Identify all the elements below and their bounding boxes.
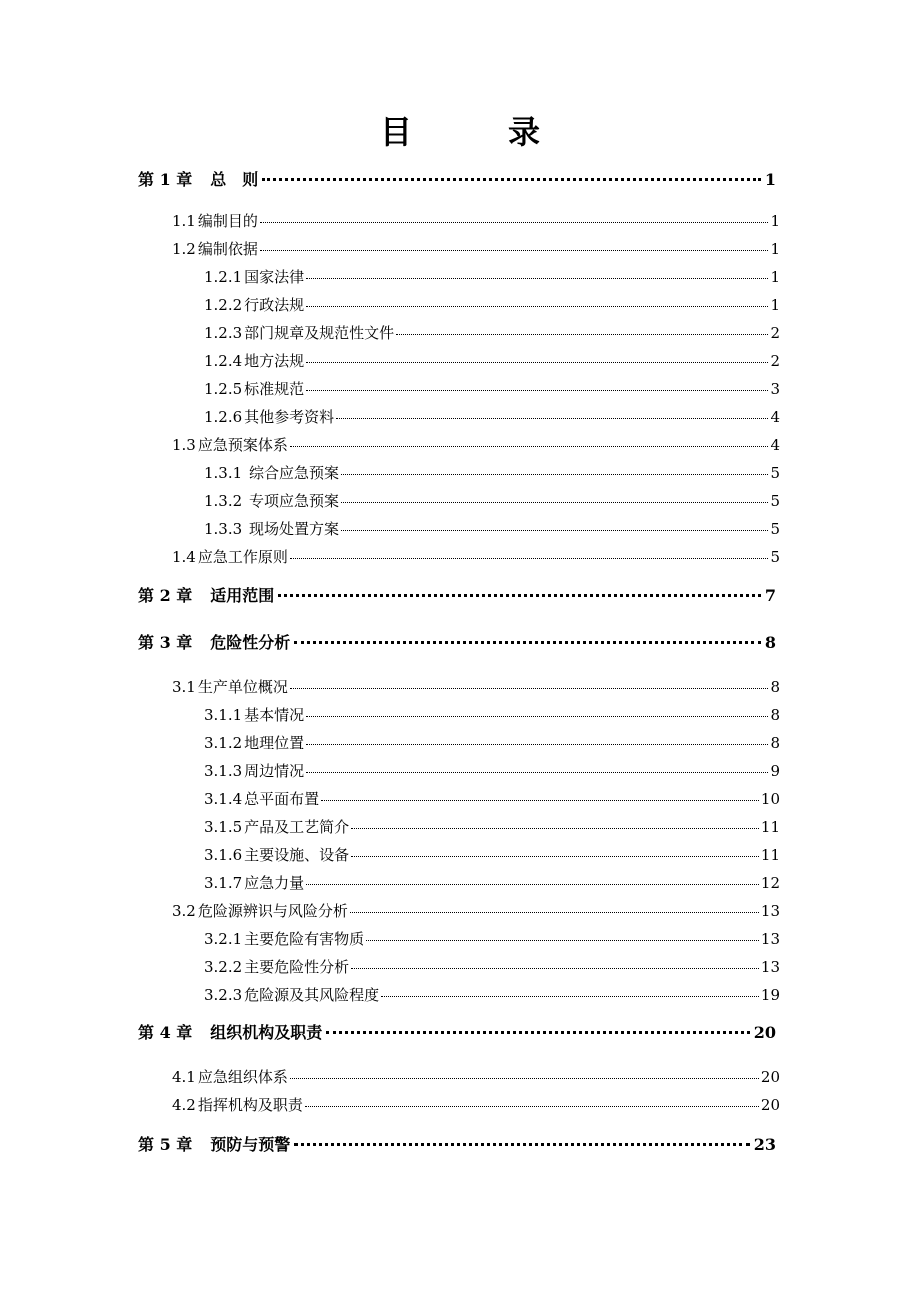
toc-entry-number: 1.3.3	[204, 520, 243, 538]
toc-section-entry[interactable]	[172, 210, 780, 232]
toc-dot-leader	[306, 771, 768, 773]
toc-section-entry[interactable]	[172, 900, 780, 922]
toc-page-number: 13	[760, 958, 780, 976]
toc-entry-number: 3.2.1	[204, 930, 243, 948]
page-title: 目 录	[379, 113, 572, 151]
toc-chapter-entry[interactable]	[138, 1133, 776, 1157]
toc-entry-title: 主要危险有害物质	[244, 930, 365, 948]
toc-entry-number: 第 1 章	[138, 170, 193, 189]
toc-entry-label	[172, 1066, 288, 1088]
toc-dot-leader	[341, 473, 769, 475]
toc-page-number: 5	[770, 464, 780, 482]
toc-entry-label	[204, 816, 349, 838]
toc-page-number: 19	[760, 986, 780, 1004]
toc-section-entry[interactable]	[204, 322, 780, 344]
toc-entry-title: 行政法规	[244, 296, 305, 314]
toc-entry-number: 3.2.3	[204, 986, 243, 1004]
toc-page-number: 9	[770, 762, 780, 780]
toc-page-number: 8	[764, 633, 776, 652]
toc-dot-leader	[294, 640, 761, 644]
toc-section-entry[interactable]	[204, 928, 780, 950]
toc-entry-title: 生产单位概况	[197, 678, 288, 696]
toc-entry-title: 国家法律	[244, 268, 305, 286]
toc-page-number: 2	[770, 324, 780, 342]
toc-page-number: 8	[770, 734, 780, 752]
toc-entry-title: 适用范围	[210, 586, 275, 605]
toc-section-entry[interactable]	[172, 676, 780, 698]
toc-page-number: 13	[760, 930, 780, 948]
toc-entry-title: 编制依据	[197, 240, 258, 258]
toc-section-entry[interactable]	[204, 294, 780, 316]
toc-entry-title: 主要设施、设备	[244, 846, 350, 864]
toc-entry-title: 部门规章及规范性文件	[244, 324, 395, 342]
toc-entry-number: 3.1.1	[204, 706, 243, 724]
toc-entry-label	[204, 956, 349, 978]
toc-dot-leader	[341, 529, 769, 531]
toc-entry-label	[172, 676, 288, 698]
toc-entry-title: 应急力量	[244, 874, 305, 892]
toc-entry-number: 3.1.5	[204, 818, 243, 836]
toc-chapter-entry[interactable]	[138, 584, 776, 608]
toc-page-number: 7	[764, 586, 776, 605]
toc-page-number: 10	[760, 790, 780, 808]
toc-entry-label	[204, 490, 339, 512]
toc-section-entry[interactable]	[204, 490, 780, 512]
toc-entry-label	[204, 266, 304, 288]
toc-page-number: 1	[770, 296, 780, 314]
toc-page-number: 20	[760, 1096, 780, 1114]
toc-chapter-entry[interactable]	[138, 168, 776, 192]
toc-entry-label	[204, 406, 334, 428]
toc-dot-leader	[290, 557, 769, 559]
toc-entry-number: 1.2.3	[204, 324, 243, 342]
toc-page-number: 11	[760, 846, 780, 864]
toc-dot-leader	[306, 715, 768, 717]
toc-dot-leader	[396, 333, 768, 335]
toc-page-number: 4	[770, 436, 780, 454]
toc-entry-number: 1.3.1	[204, 464, 243, 482]
toc-dot-leader	[351, 855, 759, 857]
toc-entry-title: 现场处置方案	[244, 520, 339, 538]
toc-dot-leader	[294, 1142, 749, 1146]
toc-dot-leader	[290, 445, 769, 447]
toc-entry-title: 专项应急预案	[244, 492, 339, 510]
toc-dot-leader	[321, 799, 759, 801]
toc-entry-title: 基本情况	[244, 706, 305, 724]
toc-entry-number: 第 5 章	[138, 1135, 193, 1154]
toc-entry-label	[204, 704, 304, 726]
toc-entry-label	[204, 378, 304, 400]
toc-dot-leader	[336, 417, 768, 419]
toc-dot-leader	[350, 911, 759, 913]
toc-entry-label	[204, 788, 319, 810]
toc-entry-number: 3.1.4	[204, 790, 243, 808]
toc-entry-number: 第 4 章	[138, 1023, 193, 1042]
toc-page-number: 5	[770, 520, 780, 538]
toc-page-number: 12	[760, 874, 780, 892]
toc-page-number: 1	[770, 268, 780, 286]
toc-entry-number: 1.2	[172, 240, 196, 258]
toc-entry-label	[172, 238, 258, 260]
toc-entry-title: 预防与预警	[210, 1135, 291, 1154]
toc-page-number: 20	[753, 1023, 776, 1042]
toc-entry-label	[138, 1021, 322, 1045]
toc-entry-label	[204, 760, 304, 782]
toc-page-number: 20	[760, 1068, 780, 1086]
toc-dot-leader	[306, 743, 768, 745]
toc-section-entry[interactable]	[204, 844, 780, 866]
toc-entry-label	[204, 294, 304, 316]
toc-section-entry[interactable]	[204, 266, 780, 288]
toc-entry-title: 地方法规	[244, 352, 305, 370]
toc-page-number: 4	[770, 408, 780, 426]
toc-entry-title: 地理位置	[244, 734, 305, 752]
toc-entry-number: 第 3 章	[138, 633, 193, 652]
toc-section-entry[interactable]	[204, 760, 780, 782]
toc-entry-label	[138, 168, 258, 192]
toc-entry-number: 1.2.6	[204, 408, 243, 426]
toc-entry-title: 应急工作原则	[197, 548, 288, 566]
toc-entry-title: 危险性分析	[210, 633, 291, 652]
toc-dot-leader	[290, 1077, 759, 1079]
toc-section-entry[interactable]	[172, 1094, 780, 1116]
toc-dot-leader	[260, 221, 769, 223]
toc-page-number: 13	[760, 902, 780, 920]
toc-page-number: 1	[770, 240, 780, 258]
toc-page-number: 3	[770, 380, 780, 398]
toc-section-entry[interactable]	[204, 732, 780, 754]
toc-dot-leader	[351, 967, 759, 969]
toc-entry-number: 3.1.2	[204, 734, 243, 752]
toc-entry-number: 1.4	[172, 548, 196, 566]
toc-entry-label	[204, 350, 304, 372]
toc-dot-leader	[306, 883, 759, 885]
toc-dot-leader	[366, 939, 759, 941]
toc-entry-label	[138, 584, 274, 608]
toc-chapter-entry[interactable]	[138, 1021, 776, 1045]
toc-entry-number: 3.1.6	[204, 846, 243, 864]
toc-dot-leader	[306, 305, 768, 307]
toc-dot-leader	[341, 501, 769, 503]
toc-entry-number: 1.3.2	[204, 492, 243, 510]
toc-entry-number: 4.2	[172, 1096, 196, 1114]
toc-entry-title: 组织机构及职责	[210, 1023, 323, 1042]
toc-entry-number: 第 2 章	[138, 586, 193, 605]
toc-entry-label	[204, 984, 379, 1006]
toc-dot-leader	[351, 827, 759, 829]
toc-dot-leader	[326, 1030, 749, 1034]
toc-entry-number: 3.1.3	[204, 762, 243, 780]
toc-dot-leader	[278, 593, 761, 597]
toc-entry-number: 1.2.4	[204, 352, 243, 370]
toc-section-entry[interactable]	[204, 350, 780, 372]
toc-entry-title: 危险源辨识与风险分析	[197, 902, 348, 920]
toc-entry-number: 3.2.2	[204, 958, 243, 976]
toc-entry-title: 综合应急预案	[244, 464, 339, 482]
toc-entry-title: 编制目的	[197, 212, 258, 230]
toc-entry-number: 1.1	[172, 212, 196, 230]
toc-entry-label	[204, 518, 339, 540]
toc-entry-title: 指挥机构及职责	[197, 1096, 303, 1114]
toc-entry-label	[204, 322, 394, 344]
toc-entry-label	[204, 872, 304, 894]
toc-dot-leader	[262, 177, 761, 181]
toc-section-entry[interactable]	[172, 1066, 780, 1088]
toc-entry-label	[138, 1133, 290, 1157]
toc-section-entry[interactable]	[172, 238, 780, 260]
toc-dot-leader	[306, 277, 768, 279]
toc-entry-number: 3.1	[172, 678, 196, 696]
toc-entry-title: 总 则	[210, 170, 259, 189]
toc-section-entry[interactable]	[204, 816, 780, 838]
toc-page-number: 11	[760, 818, 780, 836]
toc-section-entry[interactable]	[204, 788, 780, 810]
toc-dot-leader	[381, 995, 759, 997]
toc-entry-title: 产品及工艺简介	[244, 818, 350, 836]
toc-section-entry[interactable]	[204, 462, 780, 484]
toc-page-number: 5	[770, 492, 780, 510]
toc-entry-title: 其他参考资料	[244, 408, 335, 426]
toc-page-number: 23	[753, 1135, 776, 1154]
toc-section-entry[interactable]	[172, 434, 780, 456]
toc-section-entry[interactable]	[204, 956, 780, 978]
toc-entry-number: 3.2	[172, 902, 196, 920]
toc-dot-leader	[290, 687, 769, 689]
toc-entry-title: 应急预案体系	[197, 436, 288, 454]
toc-section-entry[interactable]	[204, 704, 780, 726]
toc-page-number: 5	[770, 548, 780, 566]
toc-section-entry[interactable]	[204, 984, 780, 1006]
toc-entry-title: 标准规范	[244, 380, 305, 398]
toc-dot-leader	[260, 249, 769, 251]
toc-entry-label	[204, 732, 304, 754]
toc-page-number: 1	[770, 212, 780, 230]
toc-entry-label	[172, 1094, 303, 1116]
toc-entry-label	[204, 844, 349, 866]
toc-section-entry[interactable]	[172, 546, 780, 568]
toc-entry-title: 应急组织体系	[197, 1068, 288, 1086]
toc-dot-leader	[306, 361, 768, 363]
toc-entry-title: 主要危险性分析	[244, 958, 350, 976]
toc-entry-title: 周边情况	[244, 762, 305, 780]
toc-entry-number: 1.3	[172, 436, 196, 454]
toc-entry-label	[172, 546, 288, 568]
toc-dot-leader	[306, 389, 768, 391]
toc-page-number: 2	[770, 352, 780, 370]
toc-entry-label	[204, 462, 339, 484]
toc-entry-number: 4.1	[172, 1068, 196, 1086]
toc-entry-label	[138, 631, 290, 655]
toc-entry-label	[172, 434, 288, 456]
toc-entry-label	[204, 928, 364, 950]
toc-entry-title: 总平面布置	[244, 790, 320, 808]
toc-section-entry[interactable]	[204, 518, 780, 540]
toc-section-entry[interactable]	[204, 872, 780, 894]
toc-entry-number: 1.2.5	[204, 380, 243, 398]
toc-dot-leader	[305, 1105, 759, 1107]
toc-page-number: 1	[764, 170, 776, 189]
toc-entry-number: 1.2.2	[204, 296, 243, 314]
toc-chapter-entry[interactable]	[138, 631, 776, 655]
toc-page-number: 8	[770, 678, 780, 696]
toc-entry-label	[172, 900, 348, 922]
toc-section-entry[interactable]	[204, 378, 780, 400]
toc-page-number: 8	[770, 706, 780, 724]
toc-section-entry[interactable]	[204, 406, 780, 428]
toc-entry-label	[172, 210, 258, 232]
toc-entry-number: 3.1.7	[204, 874, 243, 892]
toc-entry-number: 1.2.1	[204, 268, 243, 286]
toc-entry-title: 危险源及其风险程度	[244, 986, 380, 1004]
